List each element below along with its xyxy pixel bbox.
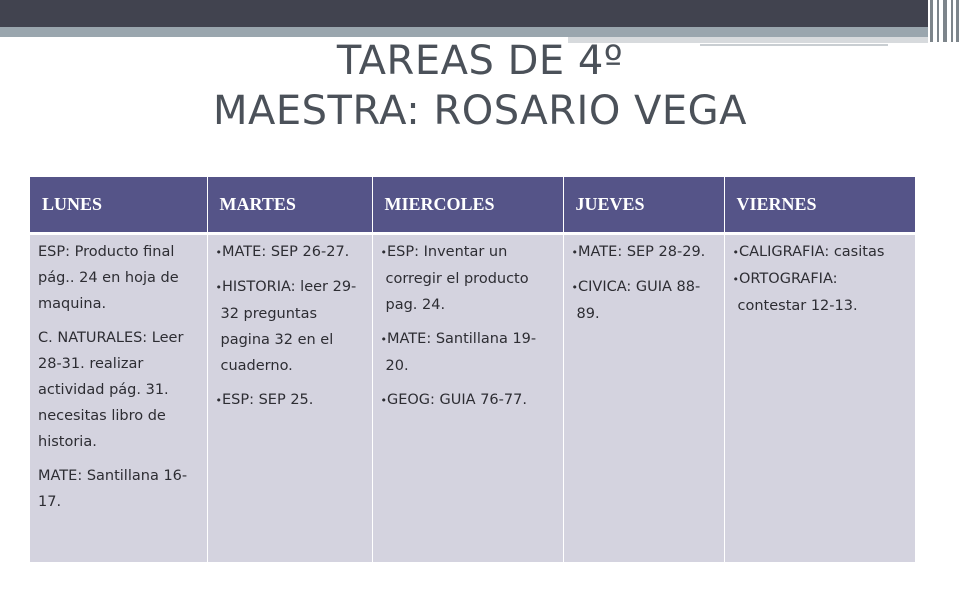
col-header-miercoles: MIERCOLES [372,177,563,234]
task-item: • MATE: Santillana 19-20. [381,326,555,379]
col-header-martes: MARTES [207,177,372,234]
title-line-2: MAESTRA: ROSARIO VEGA [212,88,748,134]
task-item: ESP: Producto final pág.. 24 en hoja de maquina. [38,244,179,312]
task-item: • CIVICA: GUIA 88-89. [572,274,716,327]
cell-lunes [30,234,207,563]
cell-viernes [724,234,915,563]
homework-table [30,177,915,562]
task-item: C. NATURALES: Leer 28-31. realizar actividad pág. 31. necesitas libro de historia. [38,330,184,450]
cell-martes [207,234,372,563]
task-item: • CALIGRAFIA: casitas [733,239,908,266]
table-header-row [30,177,915,234]
top-decorative-bar [0,0,928,27]
task-item: • HISTORIA: leer 29-32 preguntas pagina 32 en el cuaderno. [216,274,364,379]
cell-miercoles [372,234,563,563]
col-header-lunes: LUNES [30,177,207,234]
task-item: MATE: Santillana 16-17. [38,468,188,510]
task-item: • GEOG: GUIA 76-77. [381,387,555,414]
title-line-1: TAREAS DE 4º [336,38,624,84]
task-item: • ESP: Inventar un corregir el producto pag. 24. [381,239,555,318]
table-row [30,234,915,563]
col-header-jueves: JUEVES [563,177,724,234]
col-header-viernes: VIERNES [724,177,915,234]
task-item: • ESP: SEP 25. [216,387,364,414]
cell-jueves [563,234,724,563]
task-item: • ORTOGRAFIA: contestar 12-13. [733,266,908,319]
task-item: • MATE: SEP 28-29. [572,239,716,266]
task-item: • MATE: SEP 26-27. [216,239,364,266]
slide-title [0,36,960,136]
